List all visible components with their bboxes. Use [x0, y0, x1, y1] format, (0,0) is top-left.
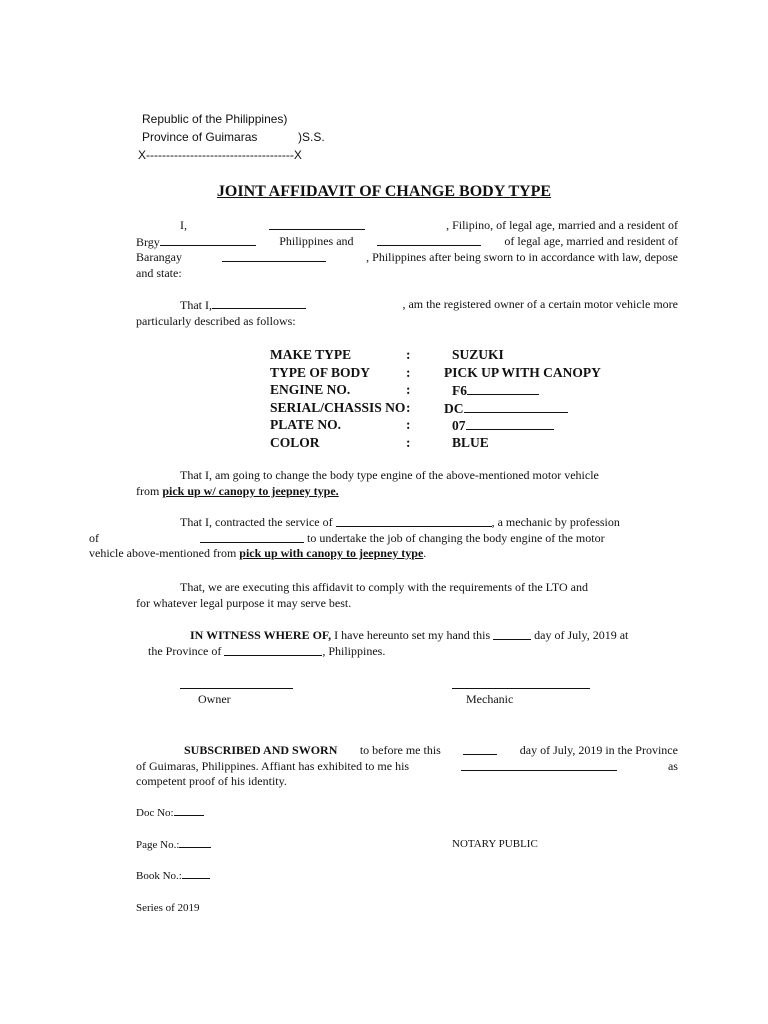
- contract-of: of: [89, 530, 99, 545]
- mechanic-label: Mechanic: [466, 692, 514, 706]
- witness-text-1: I have hereunto set my hand this: [334, 628, 491, 642]
- blank-doc-no: [174, 806, 204, 816]
- blank-brgy-1: [160, 234, 256, 246]
- lto-text-1: That, we are executing this affidavit to comply with the requirements of the LTO and: [180, 580, 588, 594]
- change-paragraph: [136, 468, 678, 499]
- contract-text-1: That I, contracted the service of: [180, 515, 333, 529]
- owner-that-i: That I,: [180, 298, 212, 312]
- blank-mechanic-name: [336, 515, 492, 527]
- contract-text-3: to undertake the job of changing the body engine of the motor: [307, 530, 605, 545]
- intro-i: I,: [180, 218, 187, 232]
- blank-plate-no: [466, 416, 554, 430]
- intro-brgy: Brgy: [136, 234, 160, 249]
- owner-signature-line: [180, 688, 293, 689]
- colon-make-type: :: [406, 347, 411, 362]
- owner-paragraph: [136, 297, 678, 329]
- colon-type-of-body: :: [406, 364, 411, 380]
- owner-label: Owner: [198, 692, 231, 706]
- lto-text-2: for whatever legal purpose it may serve best.: [136, 595, 352, 610]
- series-label: Series of 2019: [136, 902, 200, 914]
- label-plate-no: PLATE NO.: [270, 417, 342, 432]
- contract-paragraph: [89, 515, 678, 562]
- contract-period: .: [423, 546, 427, 560]
- colon-color: :: [406, 434, 411, 450]
- label-color: COLOR: [270, 434, 320, 450]
- doc-no-label: Doc No:: [136, 807, 174, 819]
- witness-text-2: day of July, 2019 at: [534, 628, 629, 642]
- header-republic: Republic of the Philippines): [142, 112, 288, 126]
- value-engine-no: F6: [452, 383, 467, 398]
- change-body-type: pick up w/ canopy to jeepney type.: [162, 483, 339, 498]
- intro-text-1: , Filipino, of legal age, married and a resident of: [446, 218, 678, 232]
- blank-witness-day: [493, 628, 531, 640]
- notary-public-label: NOTARY PUBLIC: [452, 838, 538, 850]
- blank-jurat-day: [463, 743, 497, 755]
- header-province: Province of Guimaras: [142, 130, 258, 144]
- intro-text-3: , Philippines after being sworn to in accordance with law, depose: [366, 250, 678, 264]
- intro-philippines-and: Philippines and: [279, 233, 354, 248]
- page-no-label: Page No.:: [136, 839, 180, 851]
- change-text-1: That I, am going to change the body type engine of the above-mentioned motor vehicle: [180, 468, 599, 482]
- value-serial-chassis: DC: [444, 400, 464, 416]
- value-plate-no: 07: [452, 418, 466, 433]
- jurat-text-2: day of July, 2019 in the Province: [519, 743, 678, 757]
- jurat-paragraph: [136, 743, 678, 790]
- witness-province: the Province of: [148, 643, 222, 658]
- blank-owner-name: [212, 297, 306, 309]
- witness-text-3: , Philippines.: [322, 643, 386, 658]
- jurat-text-3: of Guimaras, Philippines. Affiant has exhibited to me his: [136, 758, 410, 773]
- header-ss: )S.S.: [298, 130, 325, 144]
- jurat-text-1: to before me this: [359, 743, 441, 757]
- label-engine-no: ENGINE NO.: [270, 382, 351, 397]
- witness-paragraph: [148, 628, 678, 659]
- blank-book-no: [182, 869, 210, 879]
- label-serial-chassis: SERIAL/CHASSIS NO: [270, 399, 406, 415]
- blank-name-1: [269, 218, 365, 230]
- book-no-label: Book No.:: [136, 870, 182, 882]
- contract-text-2: , a mechanic by profession: [491, 515, 620, 529]
- jurat-text-5: competent proof of his identity.: [136, 774, 287, 788]
- blank-engine-no: [467, 381, 539, 395]
- blank-serial-chassis: [464, 399, 568, 413]
- mechanic-signature-line: [452, 688, 590, 689]
- blank-witness-province: [224, 644, 322, 656]
- contract-text-4: vehicle above-mentioned from: [89, 546, 237, 560]
- lto-paragraph: [136, 580, 678, 611]
- value-type-of-body: PICK UP WITH CANOPY: [444, 364, 601, 380]
- value-make-type: SUZUKI: [452, 347, 504, 362]
- blank-jurat-id: [461, 759, 617, 771]
- witness-bold: IN WITNESS WHERE OF,: [190, 628, 332, 642]
- intro-text-2: of legal age, married and resident of: [504, 233, 678, 248]
- blank-name-2: [377, 234, 481, 246]
- contract-body-type: pick up with canopy to jeepney type: [239, 546, 424, 560]
- owner-text-1: , am the registered owner of a certain motor vehicle more: [402, 297, 678, 311]
- change-from: from: [136, 483, 160, 498]
- colon-engine-no: :: [406, 382, 411, 397]
- document-title: JOINT AFFIDAVIT OF CHANGE BODY TYPE: [216, 183, 552, 200]
- label-make-type: MAKE TYPE: [270, 347, 352, 362]
- value-color: BLUE: [452, 434, 489, 450]
- blank-page-no: [179, 838, 211, 848]
- owner-text-2: particularly described as follows:: [136, 313, 296, 328]
- label-type-of-body: TYPE OF BODY: [270, 364, 371, 380]
- jurat-text-4: as: [667, 758, 678, 773]
- intro-paragraph: [136, 218, 678, 281]
- blank-mechanic-address: [200, 531, 304, 543]
- blank-barangay-2: [222, 250, 326, 262]
- intro-barangay: Barangay: [136, 250, 182, 264]
- header-divider: X-------------------------------------X: [138, 148, 302, 162]
- jurat-bold: SUBSCRIBED AND SWORN: [184, 743, 338, 757]
- colon-plate-no: :: [406, 417, 411, 432]
- intro-text-4: and state:: [136, 265, 182, 280]
- colon-serial-chassis: :: [406, 399, 411, 415]
